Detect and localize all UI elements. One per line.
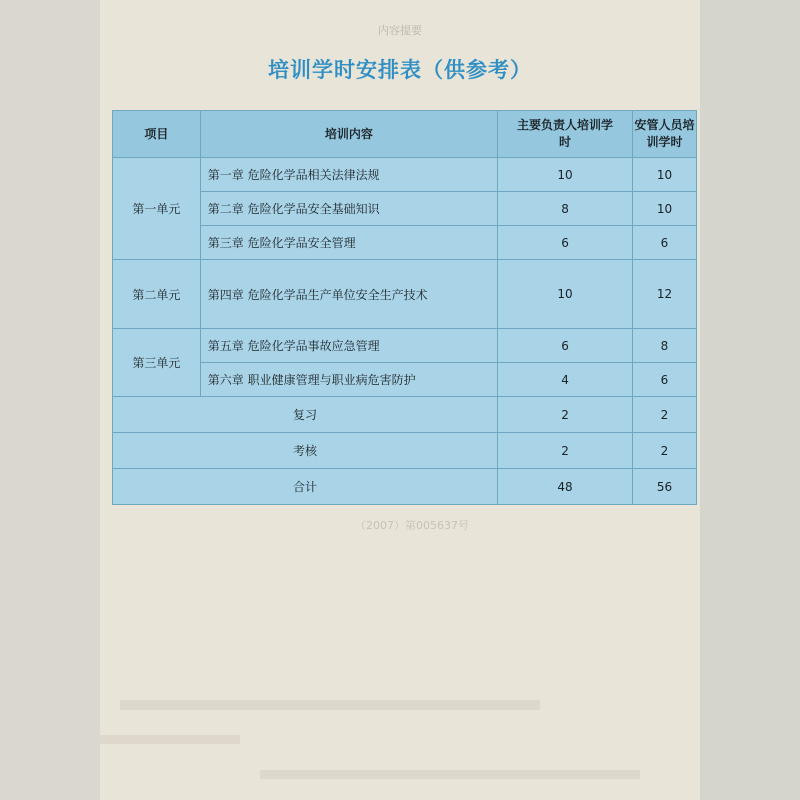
total-row [113, 469, 697, 505]
table-header-row [113, 111, 697, 158]
book-page [100, 0, 700, 800]
safety-hours: 10 [632, 158, 696, 192]
principal-hours: 6 [498, 329, 633, 363]
review-safety-hours: 2 [632, 397, 696, 433]
chapter-title: 第五章 危险化学品事故应急管理 [200, 329, 497, 363]
table-row [113, 192, 697, 226]
training-hours-table [112, 110, 697, 505]
review-label: 复习 [113, 397, 498, 433]
principal-hours: 10 [498, 260, 633, 329]
principal-hours: 6 [498, 226, 633, 260]
right-background [700, 0, 800, 800]
chapter-title: 第三章 危险化学品安全管理 [200, 226, 497, 260]
review-principal-hours: 2 [498, 397, 633, 433]
principal-hours: 8 [498, 192, 633, 226]
total-principal-hours: 48 [498, 469, 633, 505]
exam-principal-hours: 2 [498, 433, 633, 469]
total-safety-hours: 56 [632, 469, 696, 505]
header-principal-hours: 主要负责人培训学时 [498, 111, 633, 158]
safety-hours: 8 [632, 329, 696, 363]
bleed-through-text: （2007）第005637号 [355, 519, 469, 532]
exam-safety-hours: 2 [632, 433, 696, 469]
chapter-title: 第六章 职业健康管理与职业病危害防护 [200, 363, 497, 397]
header-content: 培训内容 [200, 111, 497, 158]
review-row [113, 397, 697, 433]
unit-name: 第二单元 [113, 260, 201, 329]
table-row [113, 260, 697, 329]
faint-line [100, 735, 240, 744]
faint-line [260, 770, 640, 779]
unit-name: 第一单元 [113, 158, 201, 260]
safety-hours: 6 [632, 226, 696, 260]
chapter-title: 第四章 危险化学品生产单位安全生产技术 [200, 260, 497, 329]
chapter-title: 第一章 危险化学品相关法律法规 [200, 158, 497, 192]
principal-hours: 4 [498, 363, 633, 397]
page-title: 培训学时安排表（供参考） [268, 58, 532, 82]
safety-hours: 6 [632, 363, 696, 397]
faint-line [120, 700, 540, 710]
total-label: 合计 [113, 469, 498, 505]
header-project: 项目 [113, 111, 201, 158]
table-row [113, 226, 697, 260]
unit-name: 第三单元 [113, 329, 201, 397]
left-background [0, 0, 100, 800]
table-row [113, 363, 697, 397]
table-row [113, 158, 697, 192]
page-header: 内容提要 [378, 24, 422, 37]
safety-hours: 10 [632, 192, 696, 226]
exam-row [113, 433, 697, 469]
chapter-title: 第二章 危险化学品安全基础知识 [200, 192, 497, 226]
principal-hours: 10 [498, 158, 633, 192]
safety-hours: 12 [632, 260, 696, 329]
header-safety-hours: 安管人员培训学时 [632, 111, 696, 158]
exam-label: 考核 [113, 433, 498, 469]
table-row [113, 329, 697, 363]
